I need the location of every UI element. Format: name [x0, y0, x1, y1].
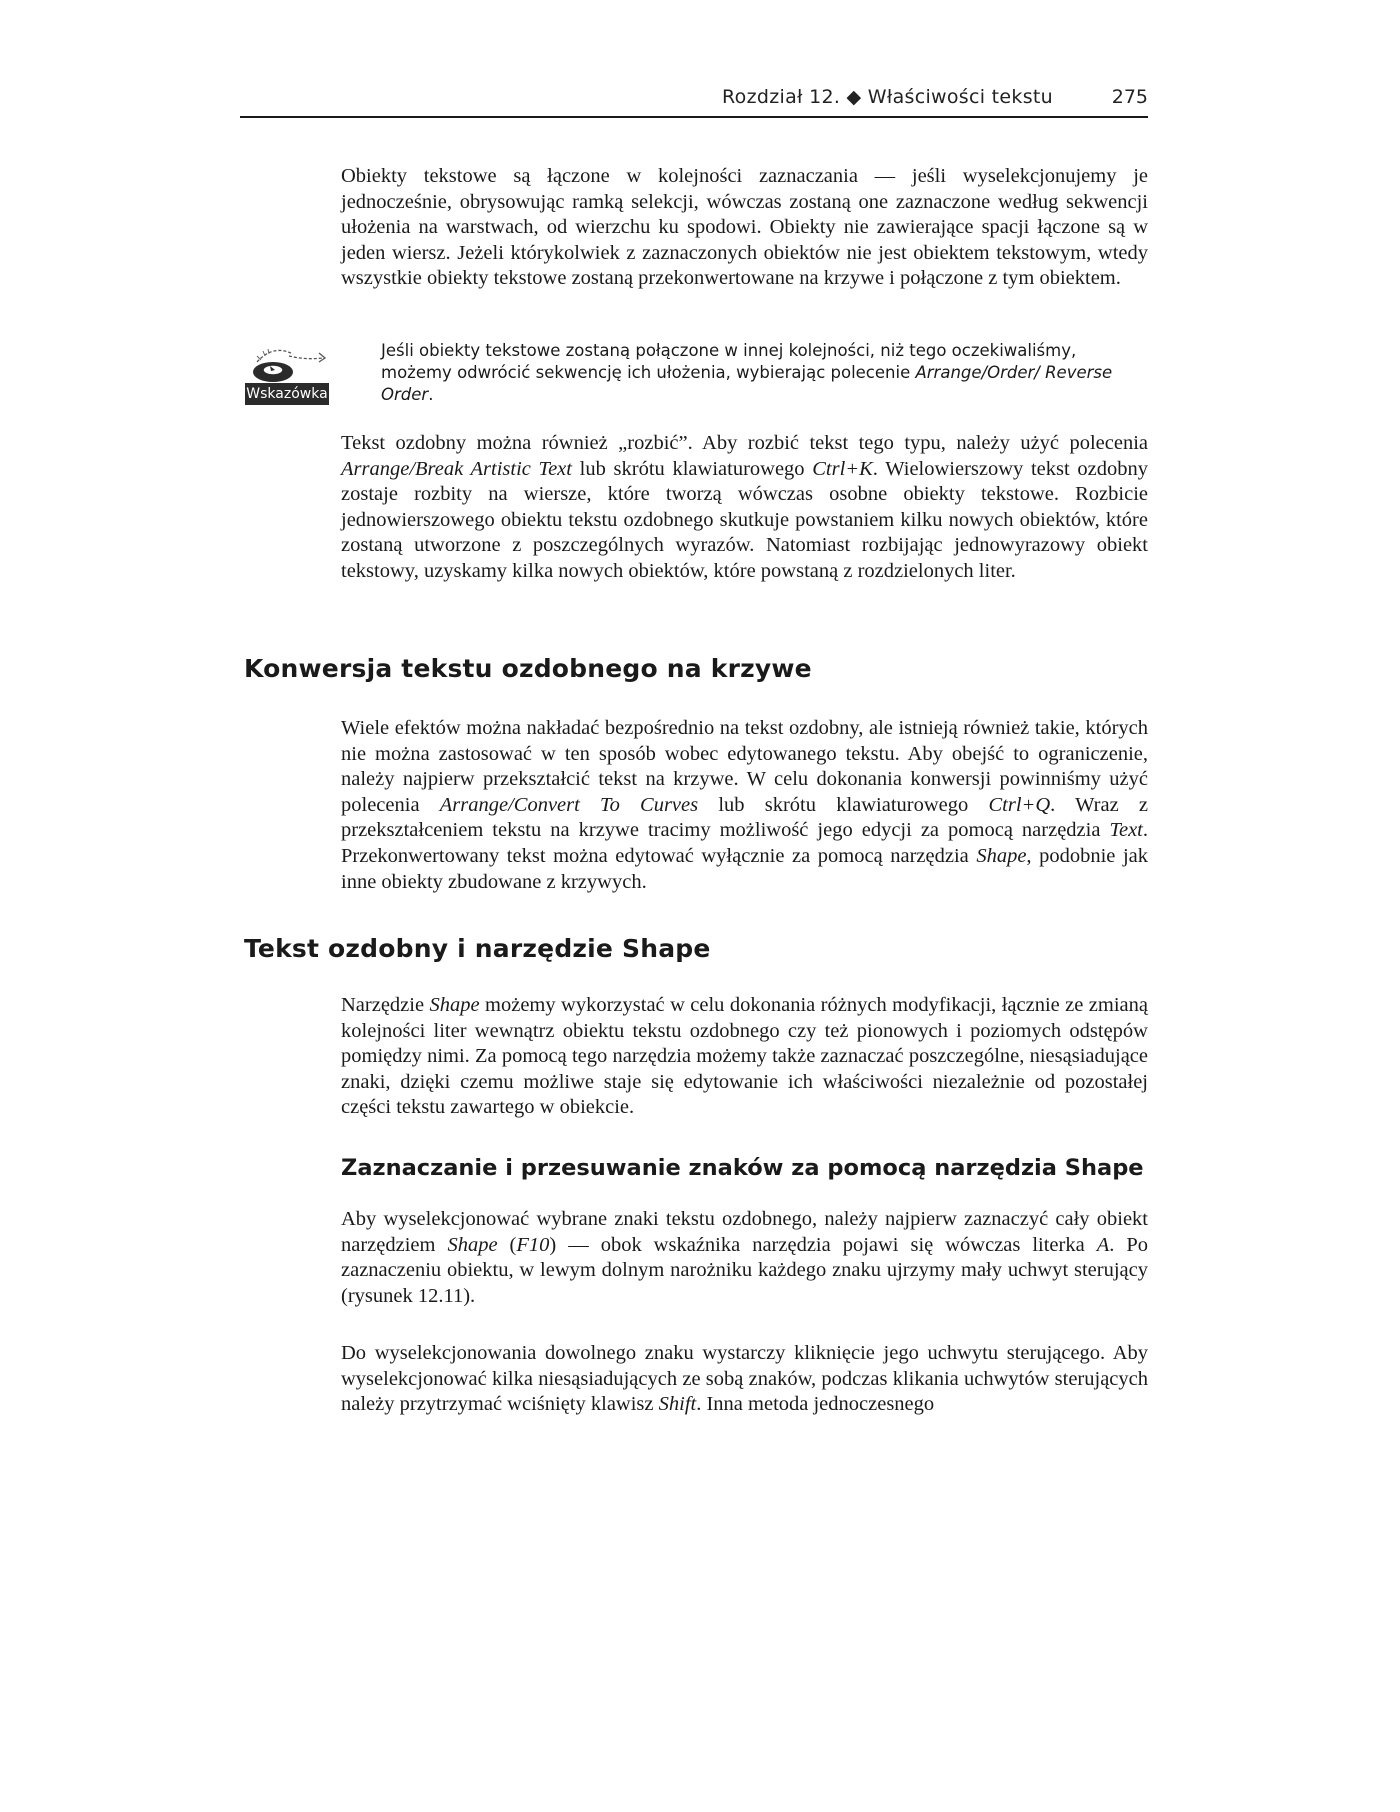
- paragraph-text: . Przekonwertowany tekst można edytować wyłącznie za pomocą narzędzia: [341, 819, 1148, 867]
- shortcut: F10: [516, 1233, 550, 1256]
- paragraph-text: Narzędzie: [341, 994, 430, 1016]
- paragraph-text: ) — obok wskaźnika narzędzia pojawi się wówczas literka: [549, 1233, 1097, 1256]
- paragraph-text: możemy wykorzystać w celu dokonania różnych modyfikacji, łącznie ze zmianą kolejności liter wewnątrz obiektu tekstu ozdobnego czy też pionowych i poziomych odstępów pomiędzy nimi. Za pomocą tego narzędzia możemy także zaznaczać poszczególne, niesąsiadujące znaki, dzięki czemu możliwe staje się edytowanie ich właściwości niezależnie od pozostałej części tekstu zawartego w obiekcie.: [341, 994, 1148, 1119]
- section-heading-shape: Tekst ozdobny i narzędzie Shape: [244, 934, 711, 963]
- paragraph-text: . Wraz z przekształceniem tekstu na krzywe tracimy możliwość jego edycji za pomocą narzędzia: [341, 793, 1149, 842]
- paragraph-text: lub skrótu klawiaturowego: [698, 793, 989, 816]
- paragraph-shape-tool: [341, 993, 1148, 1121]
- paragraph-text: Tekst ozdobny można również „rozbić”. Aby rozbić tekst tego typu, należy użyć polecenia: [341, 432, 1148, 454]
- paragraph-select-chars: [341, 1207, 1148, 1309]
- paragraph-text: Aby wyselekcjonować wybrane znaki tekstu ozdobnego, należy najpierw zaznaczyć cały obiekt narzędziem: [341, 1208, 1148, 1256]
- paragraph-text: (: [497, 1233, 517, 1256]
- section-heading-conversion: Konwersja tekstu ozdobnego na krzywe: [244, 654, 812, 683]
- tip-menu-path: Arrange/Order/ Reverse Order: [381, 363, 1113, 404]
- paragraph-text: Obiekty tekstowe są łączone w kolejności zaznaczania — jeśli wyselekcjonujemy je jednocześnie, obrysowując ramką selekcji, wówczas zostaną one zaznaczone według sekwencji ułożenia na warstwach, od wierzchu ku spodowi. Obiekty nie zawierające spacji łączone są w jeden wiersz. Jeżeli którykolwiek z zaznaczonych obiektów nie jest obiektem tekstowym, wtedy wszystkie obiekty tekstowe zostaną przekonwertowane na krzywe i połączone z tym obiektem.: [341, 165, 1148, 290]
- tool-name: Text: [1109, 819, 1143, 842]
- tip-text-part: .: [428, 385, 434, 404]
- paragraph-text: . Inna metoda jednoczesnego: [696, 1393, 935, 1416]
- paragraph-text: lub skrótu klawiaturowego: [571, 457, 813, 480]
- paragraph-text: . Wielowierszowy tekst ozdobny zostaje rozbity na wiersze, które tworzą wówczas osobne obiekty tekstowe. Rozbicie jednowierszowego obiektu tekstu ozdobnego skutkuje powstaniem kilku nowych obiektów, które zostaną utworzone z poszczególnych wyrazów. Natomiast rozbijając jednowyrazowy obiekt tekstowy, uzyskamy kilka nowych obiektów, które powstaną z rozdzielonych liter.: [341, 457, 1148, 582]
- paragraph-text: . Po zaznaczeniu obiektu, w lewym dolnym narożniku każdego znaku ujrzymy mały uchwyt sterujący (rysunek 12.11).: [341, 1233, 1148, 1307]
- running-head: [240, 84, 1148, 118]
- menu-path: Arrange/Break Artistic Text: [341, 457, 572, 480]
- paragraph-break-text: [341, 431, 1148, 585]
- paragraph-multi-select: [341, 1341, 1148, 1418]
- subsection-heading-select: Zaznaczanie i przesuwanie znaków za pomocą narzędzia Shape: [341, 1155, 1144, 1181]
- tip-text: [381, 340, 1148, 406]
- tool-name: Shape: [447, 1233, 498, 1256]
- paragraph-text: , podobnie jak inne obiekty zbudowane z krzywych.: [341, 844, 1148, 893]
- paragraph-text: Wiele efektów można nakładać bezpośrednio na tekst ozdobny, ale istnieją również takie, których nie można zastosować w ten sposób wobec edytowanego tekstu. Aby obejść to ograniczenie, należy najpierw przekształcić tekst na krzywe. W celu dokonania konwersji powinniśmy użyć polecenia: [341, 717, 1148, 816]
- letter: A: [1096, 1233, 1110, 1256]
- chapter-title: Rozdział 12. ◆ Właściwości tekstu: [722, 86, 1053, 108]
- tool-name: Shape: [976, 844, 1027, 867]
- tip-label: Wskazówka: [245, 383, 329, 405]
- menu-path: Arrange/Convert To Curves: [439, 793, 699, 816]
- tip-text-part: Jeśli obiekty tekstowe zostaną połączone w innej kolejności, niż tego oczekiwaliśmy, możemy odwrócić sekwencję ich ułożenia, wybierając polecenie: [381, 341, 1077, 382]
- shortcut: Ctrl+K: [812, 457, 873, 480]
- shortcut: Ctrl+Q: [988, 793, 1051, 816]
- page-number: 275: [1111, 86, 1148, 108]
- paragraph-text: Do wyselekcjonowania dowolnego znaku wystarczy kliknięcie jego uchwytu sterującego. Aby wyselekcjonować kilka niesąsiadujących ze sobą znaków, podczas klikania uchwytów sterujących należy przytrzymać wciśnięty klawisz: [341, 1342, 1148, 1416]
- tool-name: Shape: [429, 994, 480, 1016]
- paragraph-conversion: [341, 716, 1148, 895]
- paragraph-join-order: [341, 164, 1148, 292]
- key-name: Shift: [658, 1393, 697, 1416]
